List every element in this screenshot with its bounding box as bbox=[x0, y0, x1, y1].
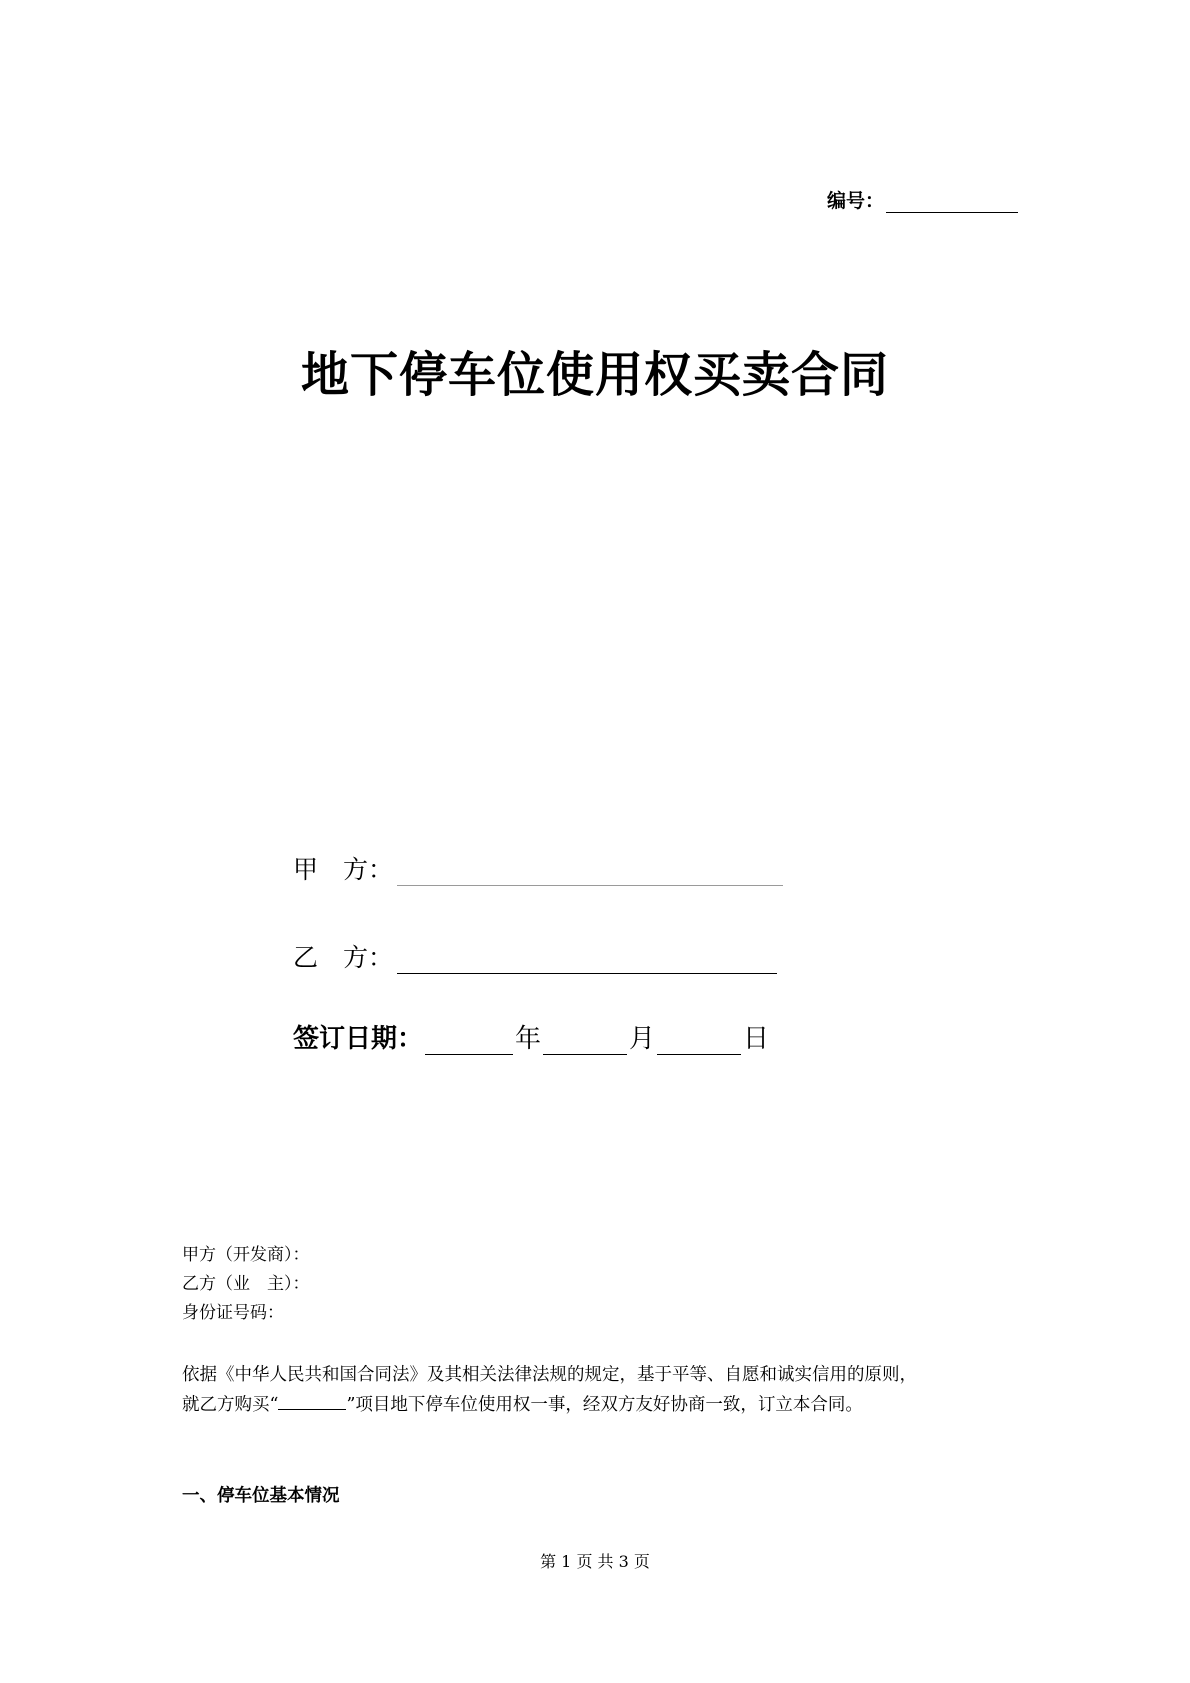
intro-line-2-start: 就乙方购买“ bbox=[182, 1395, 279, 1415]
document-number bbox=[827, 186, 1018, 213]
intro-line-1: 依据《中华人民共和国合同法》及其相关法律法规的规定，基于平等、自愿和诚实信用的原则， bbox=[182, 1365, 917, 1385]
intro-line-2-end: ”项目地下停车位使用权一事，经双方友好协商一致，订立本合同。 bbox=[346, 1395, 863, 1415]
intro-line-2 bbox=[182, 1390, 1022, 1420]
project-name-blank[interactable] bbox=[278, 1391, 346, 1410]
party-b-label: 乙 方： bbox=[293, 943, 394, 972]
signing-month-blank[interactable] bbox=[543, 1030, 627, 1055]
signing-year-blank[interactable] bbox=[425, 1030, 513, 1055]
month-unit: 月 bbox=[629, 1024, 656, 1054]
party-a-info-line: 甲方（开发商）： bbox=[182, 1245, 310, 1265]
party-a-blank[interactable] bbox=[397, 863, 783, 886]
section-heading-1: 一、停车位基本情况 bbox=[182, 1486, 340, 1506]
party-b-row bbox=[293, 938, 777, 974]
signing-date-label: 签订日期： bbox=[293, 1024, 424, 1054]
signing-date-row bbox=[293, 1018, 769, 1055]
signing-day-blank[interactable] bbox=[657, 1030, 741, 1055]
party-b-info-line: 乙方（业 主）： bbox=[182, 1274, 310, 1294]
day-unit: 日 bbox=[743, 1024, 770, 1054]
party-a-label: 甲 方： bbox=[293, 855, 394, 884]
id-number-line: 身份证号码： bbox=[182, 1303, 284, 1323]
party-a-row bbox=[293, 850, 783, 886]
page-footer: 第 1 页 共 3 页 bbox=[540, 1552, 650, 1571]
year-unit: 年 bbox=[515, 1024, 542, 1054]
document-number-blank[interactable] bbox=[886, 192, 1018, 213]
document-number-label: 编号： bbox=[826, 190, 884, 212]
intro-paragraph bbox=[182, 1360, 1022, 1420]
page-title: 地下停车位使用权买卖合同 bbox=[300, 347, 889, 403]
party-b-blank[interactable] bbox=[397, 951, 777, 974]
